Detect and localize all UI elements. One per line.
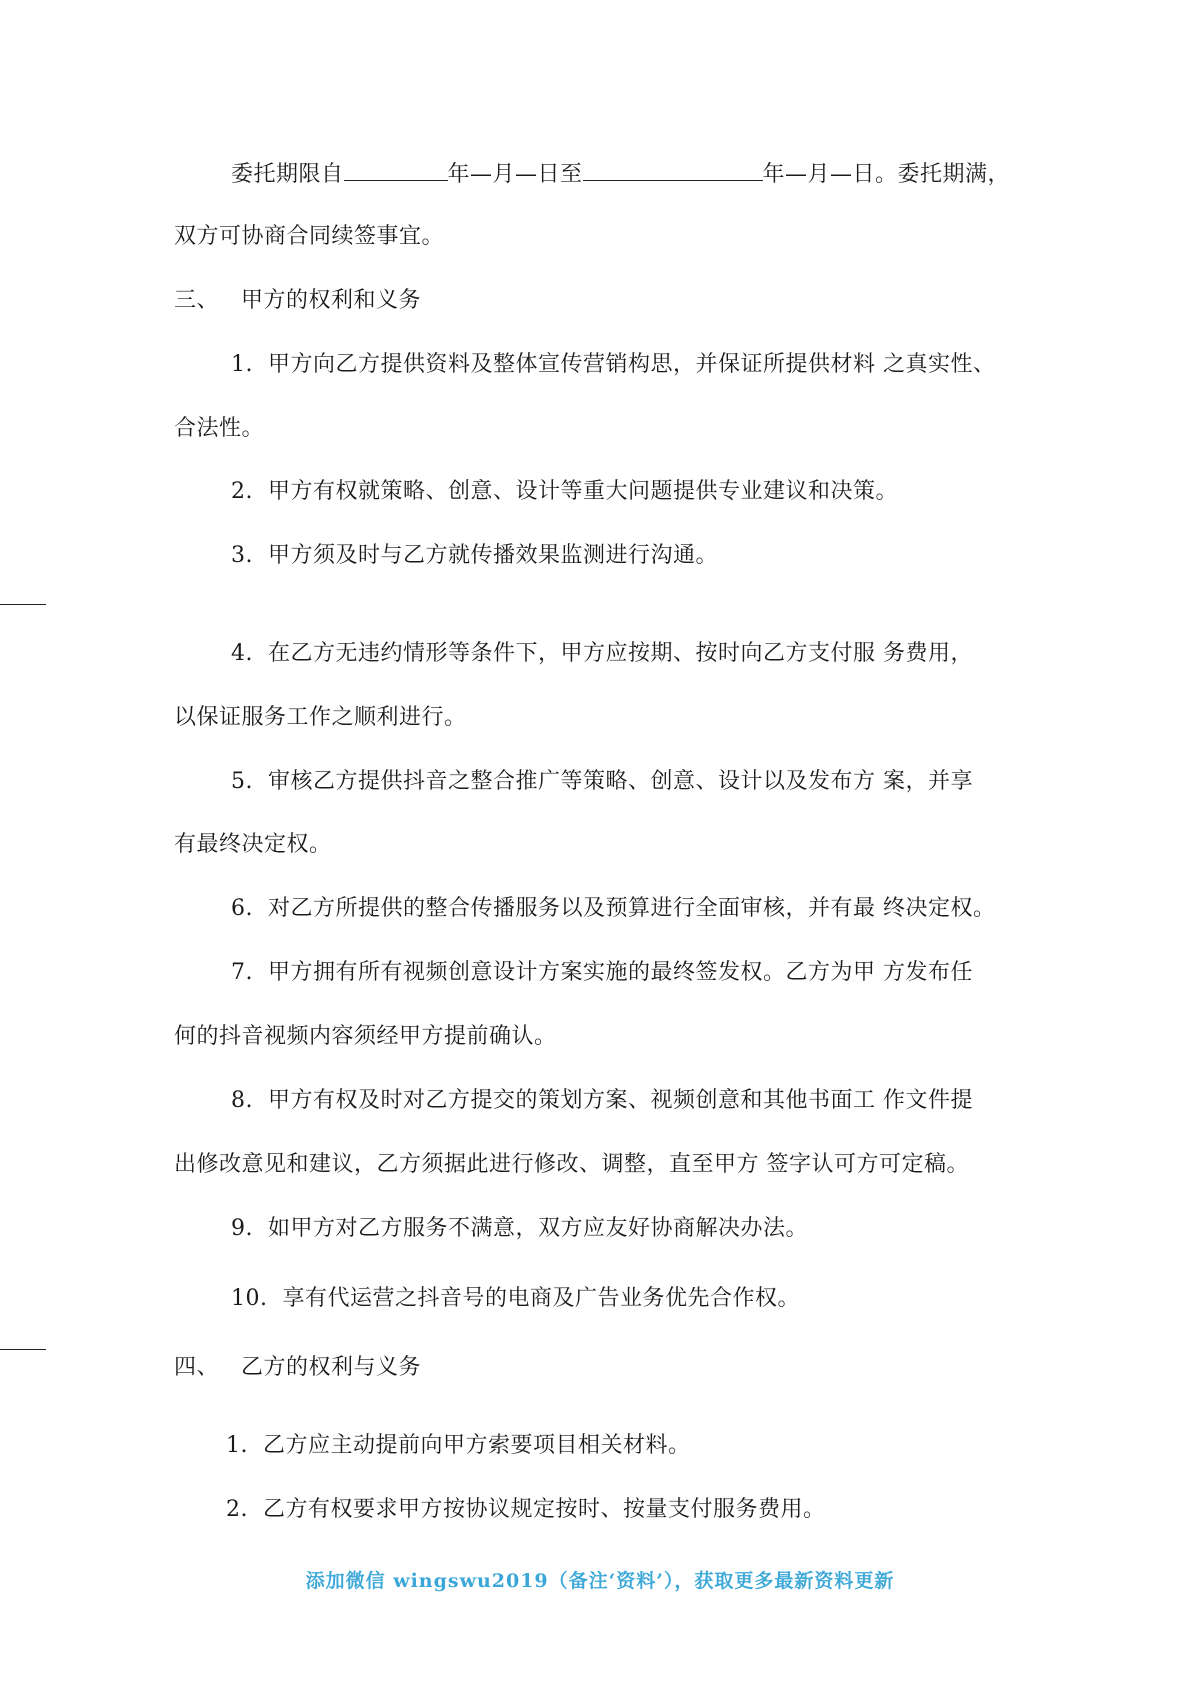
section3-heading [174,286,421,316]
s3-item-8-num: 8. [231,1088,253,1113]
margin-mark-2 [0,1349,46,1350]
section3-heading-num: 三、 [174,288,220,313]
s3-item-4-num: 4. [231,641,253,666]
section4-heading-text: 乙方的权利与义务 [241,1355,422,1380]
s3-item-1 [231,350,996,380]
s3-item-10-text: 享有代运营之抖音号的电商及广告业务优先合作权。 [282,1286,801,1311]
s3-item-4-cont: 以保证服务工作之顺利进行。 [174,705,467,730]
s3-item-2-text: 甲方有权就策略、创意、设计等重大问题提供专业建议和决策。 [268,479,899,504]
s3-item-10 [231,1284,800,1314]
s4-item-2-text: 乙方有权要求甲方按协议规定按时、按量支付服务费用。 [263,1497,826,1522]
end-year-blank[interactable] [583,158,763,181]
s3-item-5-text: 审核乙方提供抖音之整合推广等策略、创意、设计以及发布方 案，并享 [268,769,973,794]
start-year-blank[interactable] [344,158,448,181]
s3-item-1-num: 1. [231,352,253,377]
s3-item-6 [231,894,996,924]
section4-heading-num: 四、 [174,1355,220,1380]
s3-item-3 [231,541,718,571]
s3-item-9-text: 如甲方对乙方服务不满意，双方应友好协商解决办法。 [268,1216,809,1241]
s3-item-3-num: 3. [231,543,253,568]
period-prefix: 委托期限自 [231,162,344,187]
s4-item-1-num: 1. [226,1433,248,1458]
s3-item-2-num: 2. [231,479,253,504]
section3-heading-text: 甲方的权利和义务 [241,288,422,313]
s3-item-10-num: 10. [231,1286,268,1311]
s3-item-7-text: 甲方拥有所有视频创意设计方案实施的最终签发权。乙方为甲 方发布任 [268,960,973,985]
s4-item-2-num: 2. [226,1497,248,1522]
s3-item-8-text: 甲方有权及时对乙方提交的策划方案、视频创意和其他书面工 作文件提 [268,1088,973,1113]
period-continuation: 双方可协商合同续签事宜。 [174,224,445,249]
s3-item-8-cont: 出修改意见和建议，乙方须据此进行修改、调整，直至甲方 签字认可方可定稿。 [174,1152,969,1177]
period-line [231,158,1010,190]
section4-heading [174,1353,421,1383]
s3-item-9-num: 9. [231,1216,253,1241]
s3-item-7 [231,958,973,988]
s3-item-5-num: 5. [231,769,253,794]
s3-item-1-text: 甲方向乙方提供资料及整体宣传营销构思，并保证所提供材料 之真实性、 [268,352,996,377]
s4-item-1 [226,1431,691,1461]
s3-item-5-cont: 有最终决定权。 [174,832,332,857]
s4-item-1-text: 乙方应主动提前向甲方索要项目相关材料。 [263,1433,691,1458]
footer-promo: 添加微信 wingswu2019（备注‘资料’），获取更多最新资料更新 [305,1570,895,1592]
s3-item-1-cont: 合法性。 [174,416,265,441]
margin-mark-1 [0,604,46,605]
s3-item-7-cont: 何的抖音视频内容须经甲方提前确认。 [174,1024,557,1049]
s3-item-8 [231,1086,973,1116]
s3-item-9 [231,1214,808,1244]
s4-item-2 [226,1495,826,1525]
s3-item-2 [231,477,898,507]
s3-item-5 [231,767,973,797]
s3-item-4-text: 在乙方无违约情形等条件下，甲方应按期、按时向乙方支付服 务费用， [268,641,973,666]
s3-item-7-num: 7. [231,960,253,985]
s3-item-4 [231,639,973,669]
period-mid: 年—月—日至 [447,162,583,187]
s3-item-6-text: 对乙方所提供的整合传播服务以及预算进行全面审核，并有最 终决定权。 [268,896,996,921]
s3-item-3-text: 甲方须及时与乙方就传播效果监测进行沟通。 [268,543,719,568]
period-suffix: 年—月—日。委托期满， [762,162,1011,187]
s3-item-6-num: 6. [231,896,253,921]
